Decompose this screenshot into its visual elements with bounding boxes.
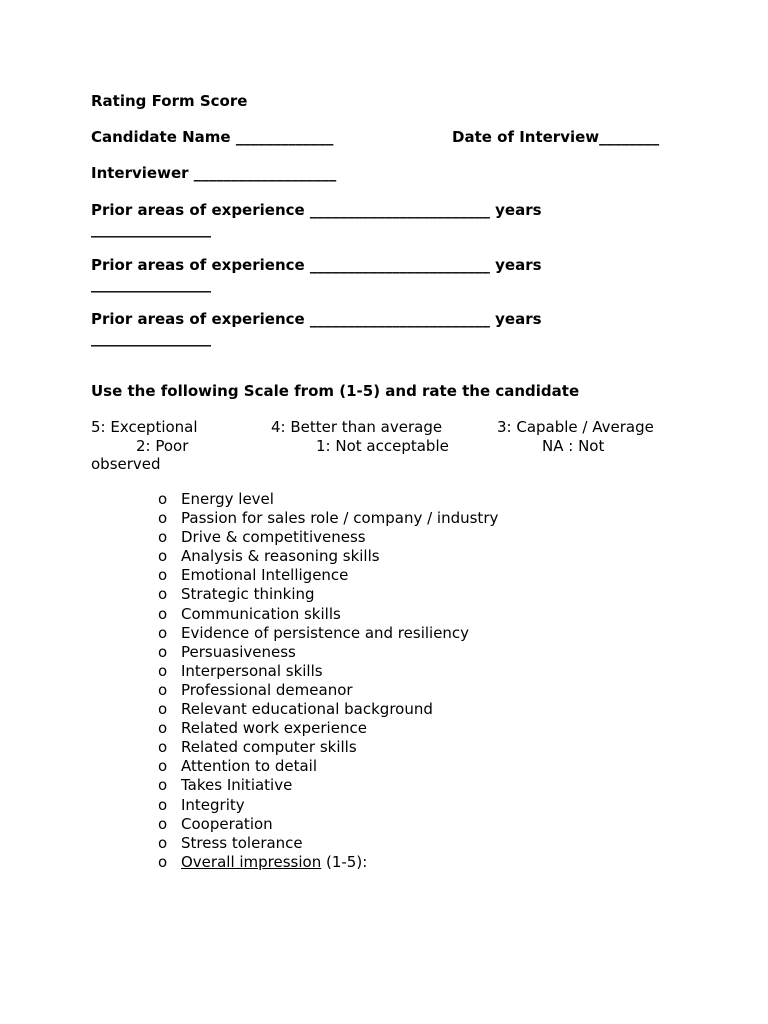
list-item	[158, 605, 498, 624]
bullet-icon: o	[158, 509, 168, 528]
list-item	[158, 490, 498, 509]
criteria-label: Related work experience	[181, 719, 367, 738]
experience-row-2-continuation: ________________	[91, 275, 211, 293]
bullet-icon: o	[158, 661, 168, 680]
list-item	[158, 757, 498, 776]
experience-row-3: Prior areas of experience ________________________ years	[91, 310, 542, 328]
bullet-icon: o	[158, 585, 168, 604]
scale-item-na: NA : Not	[542, 437, 605, 455]
list-item	[158, 738, 498, 757]
list-item	[158, 815, 498, 834]
criteria-label: Persuasiveness	[181, 642, 296, 661]
bullet-icon: o	[158, 852, 168, 871]
list-item	[158, 528, 498, 547]
scale-heading: Use the following Scale from (1-5) and rate the candidate	[91, 382, 580, 400]
bullet-icon: o	[158, 528, 168, 547]
bullet-icon: o	[158, 719, 168, 738]
list-item	[158, 566, 498, 585]
bullet-icon: o	[158, 738, 168, 757]
criteria-label: Professional demeanor	[181, 680, 353, 699]
bullet-icon: o	[158, 795, 168, 814]
scale-item-na-continuation: observed	[91, 455, 161, 473]
experience-row-3-continuation: ________________	[91, 329, 211, 347]
overall-impression-label: Overall impression	[181, 852, 322, 871]
bullet-icon: o	[158, 490, 168, 508]
list-item	[158, 547, 498, 566]
scale-item-2: 2: Poor	[136, 437, 189, 455]
criteria-label: Integrity	[181, 795, 245, 814]
experience-row-1-continuation: ________________	[91, 220, 211, 238]
interviewer-field: Interviewer ___________________	[91, 164, 337, 182]
experience-row-1: Prior areas of experience ________________________ years	[91, 201, 542, 219]
list-item	[158, 776, 498, 795]
criteria-label: Evidence of persistence and resiliency	[181, 623, 470, 642]
scale-item-5: 5: Exceptional	[91, 418, 198, 436]
list-item	[158, 662, 498, 681]
candidate-name-field: Candidate Name _____________	[91, 128, 334, 146]
scale-item-4: 4: Better than average	[271, 418, 443, 436]
criteria-label: Attention to detail	[181, 757, 317, 776]
bullet-icon: o	[158, 833, 168, 852]
bullet-icon: o	[158, 566, 168, 585]
bullet-icon: o	[158, 776, 168, 795]
list-item	[158, 624, 498, 643]
list-item	[158, 585, 498, 604]
criteria-label: Cooperation	[181, 814, 273, 833]
list-item	[158, 834, 498, 853]
bullet-icon: o	[158, 604, 168, 623]
date-of-interview-field: Date of Interview________	[452, 128, 660, 146]
criteria-label: Communication skills	[181, 604, 341, 623]
criteria-label: Emotional Intelligence	[181, 566, 349, 585]
bullet-icon: o	[158, 547, 168, 566]
criteria-label: Strategic thinking	[181, 585, 315, 604]
bullet-icon: o	[158, 757, 168, 776]
overall-impression-item	[158, 853, 498, 872]
bullet-icon: o	[158, 680, 168, 699]
criteria-label: Related computer skills	[181, 738, 357, 757]
bullet-icon: o	[158, 700, 168, 719]
criteria-label: Interpersonal skills	[181, 661, 323, 680]
criteria-label: Stress tolerance	[181, 833, 303, 852]
criteria-label: Takes Initiative	[181, 776, 293, 795]
list-item	[158, 719, 498, 738]
bullet-icon: o	[158, 623, 168, 642]
experience-row-2: Prior areas of experience ________________________ years	[91, 256, 542, 274]
list-item	[158, 796, 498, 815]
list-item	[158, 643, 498, 662]
list-item	[158, 700, 498, 719]
criteria-label: Relevant educational background	[181, 700, 433, 719]
scale-item-1: 1: Not acceptable	[316, 437, 449, 455]
criteria-label: Passion for sales role / company / industry	[181, 509, 499, 528]
criteria-list	[158, 490, 498, 872]
list-item	[158, 681, 498, 700]
criteria-label: Analysis & reasoning skills	[181, 547, 380, 566]
criteria-label: Energy level	[181, 490, 274, 508]
scale-item-3: 3: Capable / Average	[497, 418, 654, 436]
bullet-icon: o	[158, 814, 168, 833]
bullet-icon: o	[158, 642, 168, 661]
form-title: Rating Form Score	[91, 92, 248, 110]
criteria-label: Drive & competitiveness	[181, 528, 366, 547]
overall-impression-suffix: (1-5):	[321, 852, 368, 871]
list-item	[158, 509, 498, 528]
